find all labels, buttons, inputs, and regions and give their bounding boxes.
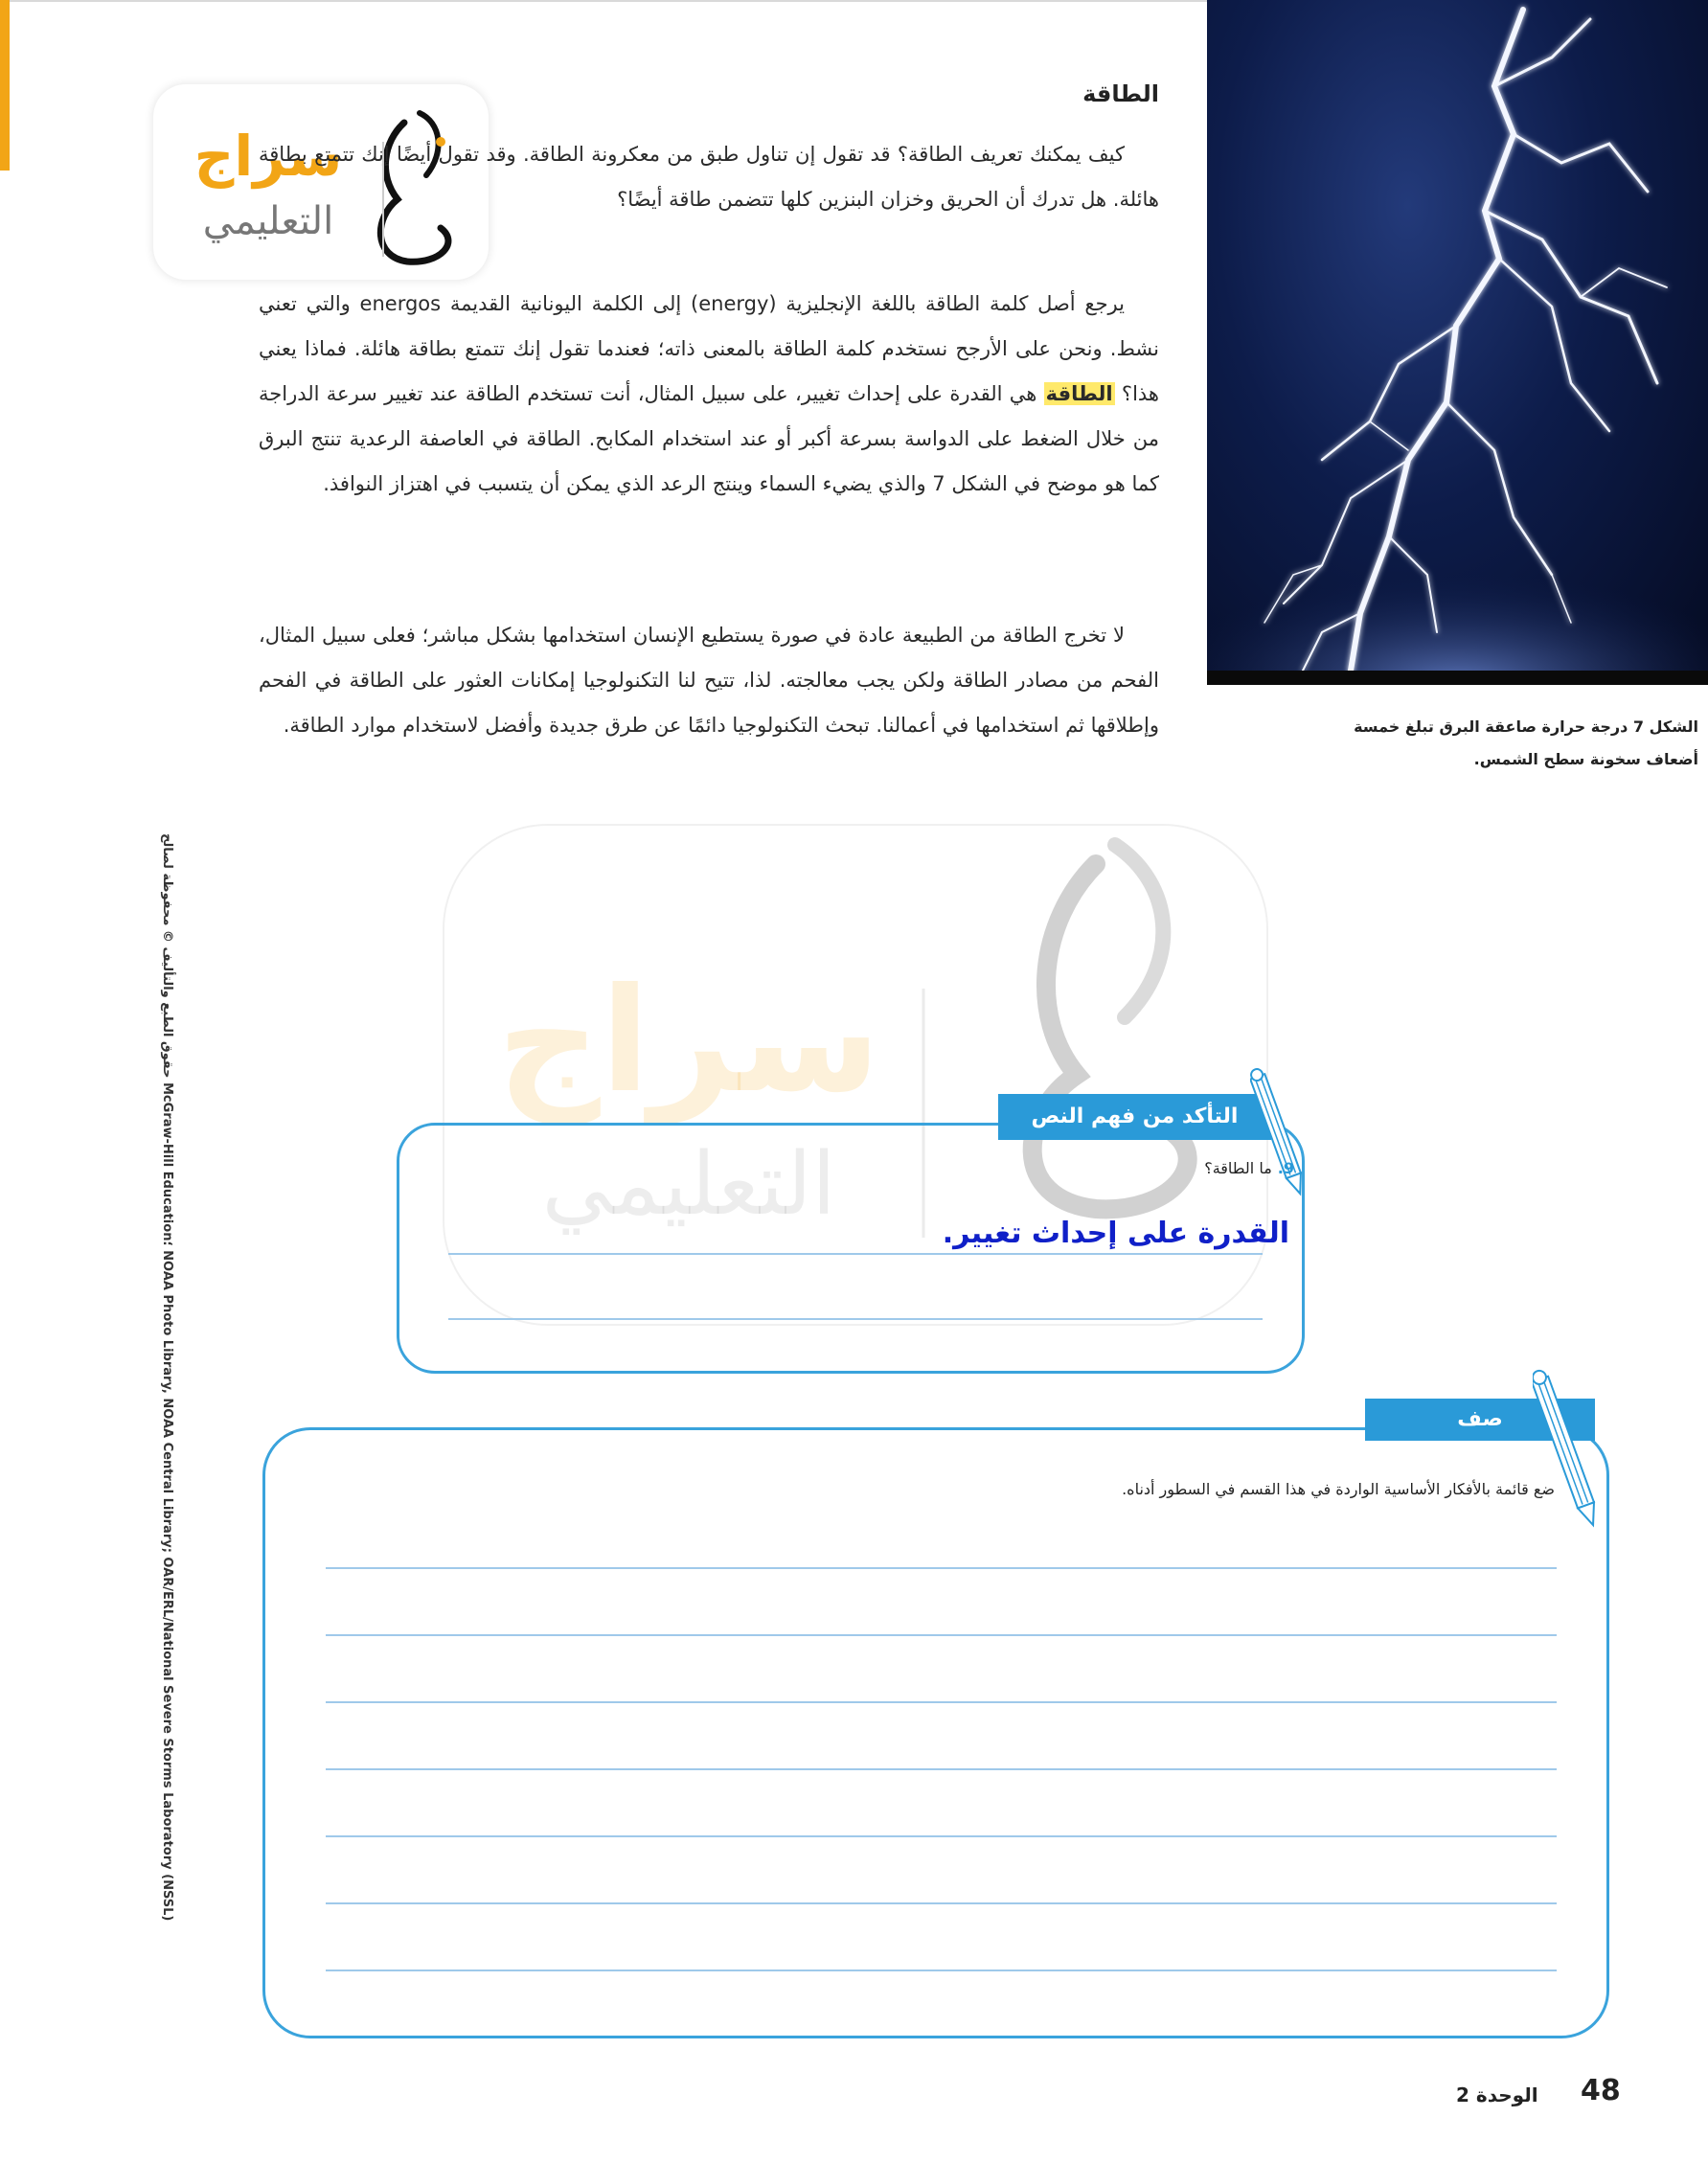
lightning-photo bbox=[1207, 0, 1708, 685]
writing-line bbox=[326, 1835, 1557, 1837]
describe-tab: صف bbox=[1365, 1399, 1595, 1441]
describe-instruction: ضع قائمة بالأفكار الأساسية الواردة في هذا القسم في السطور أدناه. bbox=[1122, 1480, 1555, 1498]
answer-line bbox=[448, 1253, 1263, 1255]
paragraph-1 bbox=[259, 132, 1159, 222]
writing-line bbox=[326, 1902, 1557, 1904]
page-number: 48 bbox=[1581, 2074, 1621, 2107]
unit-label: الوحدة 2 bbox=[1456, 2083, 1538, 2106]
paragraph-3-text: لا تخرج الطاقة من الطبيعة عادة في صورة يستطيع الإنسان استخدامها بشكل مباشر؛ فعلى سبيل المثال، الفحم من مصادر الطاقة ولكن يجب معالجته. لذا، تتيح لنا التكنولوجيا إمكانات العثور على الطاقة في الفحم وإطلاقها ثم استخدامها في أعمالنا. تبحث التكنولوجيا دائمًا عن طرق جديدة وأفضل لاستخدام موارد الطاقة. bbox=[259, 624, 1159, 737]
left-accent-bar bbox=[0, 0, 10, 171]
writing-line bbox=[326, 1567, 1557, 1569]
paragraph-2-after: هي القدرة على إحداث تغيير، على سبيل المثال، أنت تستخدم الطاقة عند تغيير سرعة الدراجة من خلال الضغط على الدواسة بسرعة أكبر أو عند استخدام المكابح. الطاقة في العاصفة الرعدية تنتج البرق كما هو موضح في الشكل 7 والذي يضيء السماء وينتج الرعد الذي يمكن أن يتسبب في اهتزاز النوافذ. bbox=[259, 382, 1159, 495]
describe-box bbox=[262, 1427, 1609, 2038]
logo-subtitle: التعليمي bbox=[202, 199, 334, 243]
question-text: ما الطاقة؟ bbox=[1204, 1159, 1272, 1177]
writing-line bbox=[326, 1634, 1557, 1636]
paragraph-3 bbox=[259, 613, 1159, 748]
answer-text: القدرة على إحداث تغيير. bbox=[942, 1217, 1289, 1250]
pencil-icon bbox=[1533, 1365, 1600, 1537]
photo-credit-vertical: حقوق الطبع والتأليف © محفوظة لصالح McGraw-Hill Education؛ NOAA Photo Library, NOAA Central Library; OAR/ERL/National Severe Storms Laboratory (NSSL) bbox=[160, 833, 174, 1922]
figure-caption: الشكل 7 درجة حرارة صاعقة البرق تبلغ خمسة أضعاف سخونة سطح الشمس. bbox=[1354, 717, 1698, 768]
paragraph-2-before: يرجع أصل كلمة الطاقة باللغة الإنجليزية (energy) إلى الكلمة اليونانية القديمة energos والتي تعني نشط. ونحن على الأرجح نستخدم كلمة الطاقة بالمعنى ذاته؛ فعندما تقول إنك تتمتع بطاقة هائلة. فماذا يعني هذا؟ bbox=[259, 292, 1159, 405]
writing-line bbox=[326, 1969, 1557, 1971]
paragraph-2-text bbox=[259, 282, 1159, 507]
lightning-bolt-graphic bbox=[1207, 0, 1708, 685]
watermark-name: سراج bbox=[496, 958, 881, 1125]
energy-term-highlight: الطاقة bbox=[1045, 382, 1113, 405]
paragraph-1-text: كيف يمكنك تعريف الطاقة؟ قد تقول إن تناول طبق من معكرونة الطاقة. وقد تقول أيضًا إنك تتمتع بطاقة هائلة. هل تدرك أن الحريق وخزان البنزين كلها تتضمن طاقة أيضًا؟ bbox=[259, 143, 1159, 211]
pencil-icon bbox=[1250, 1063, 1308, 1207]
check-understanding-tab: التأكد من فهم النص bbox=[998, 1094, 1271, 1140]
watermark-subtitle: التعليمي bbox=[541, 1134, 836, 1235]
paragraph-2 bbox=[259, 282, 1159, 507]
writing-line bbox=[326, 1768, 1557, 1770]
writing-line bbox=[326, 1701, 1557, 1703]
logo-name: سراج bbox=[194, 124, 343, 189]
question-9 bbox=[1204, 1159, 1294, 1177]
answer-line bbox=[448, 1318, 1263, 1320]
question-number: 9. bbox=[1277, 1159, 1294, 1177]
section-title: الطاقة bbox=[1082, 80, 1159, 107]
